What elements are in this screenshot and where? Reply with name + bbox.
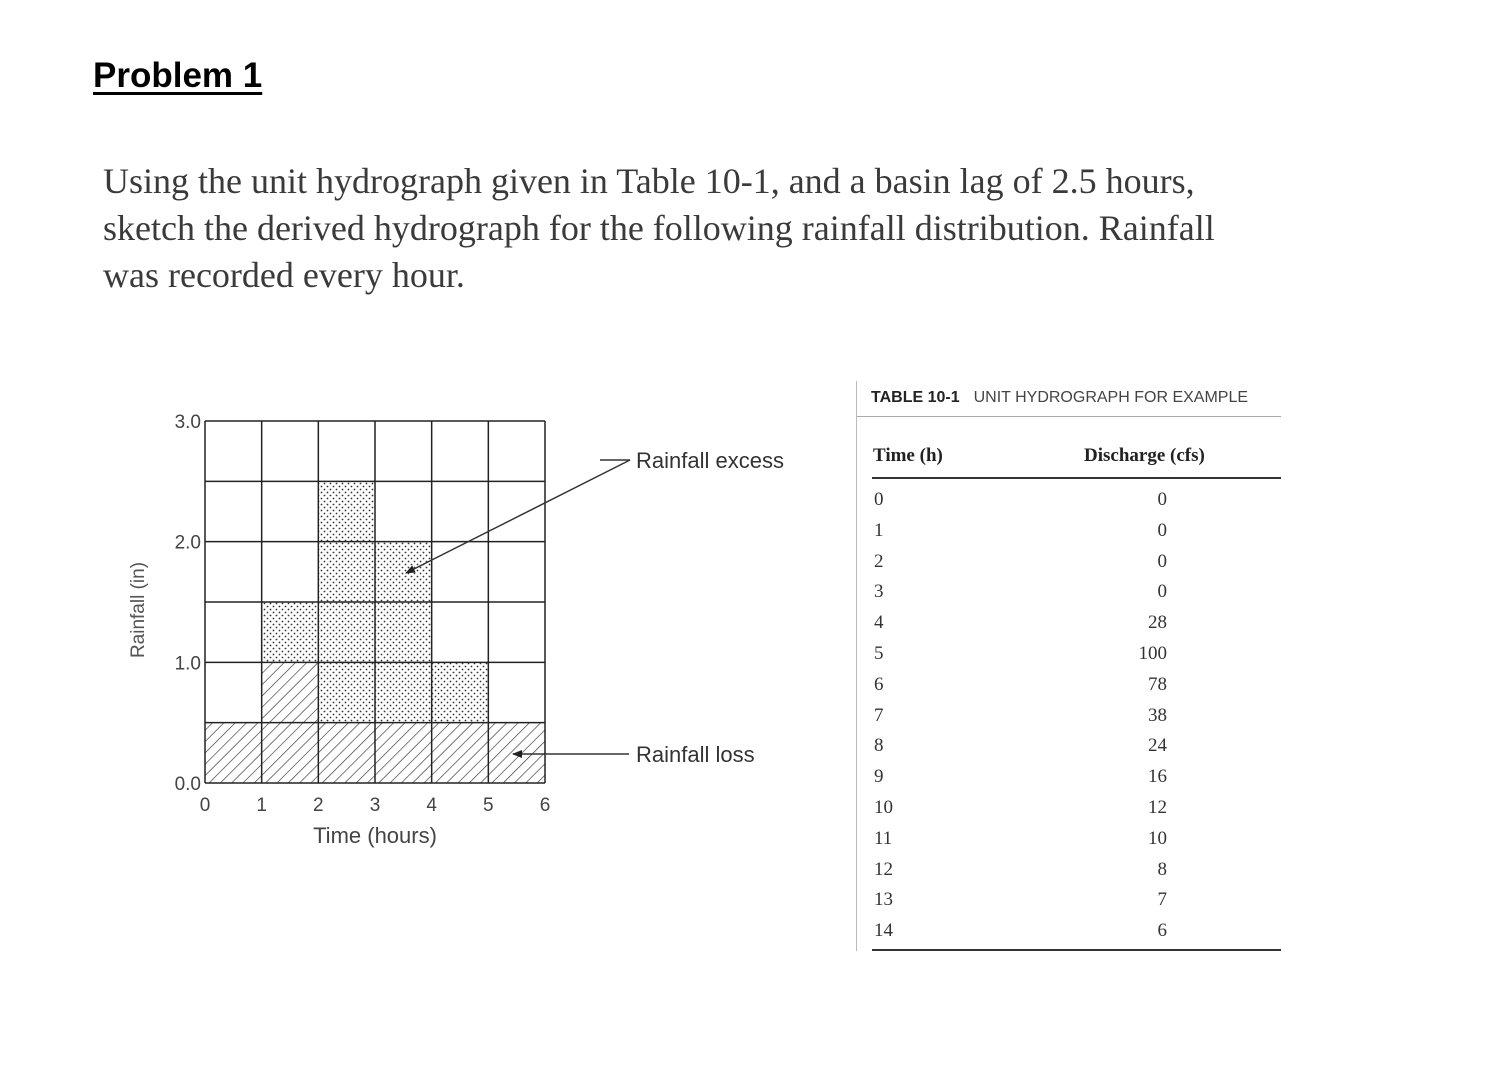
discharge-cell: 10 [1148,827,1167,849]
time-cell: 4 [874,612,884,634]
discharge-cell: 16 [1148,766,1167,788]
time-cell: 7 [874,704,884,726]
discharge-cell: 0 [1157,489,1167,510]
discharge-cell: 100 [1138,642,1167,664]
table-bottom-rule [872,949,1281,951]
discharge-cell: 78 [1148,673,1167,695]
rainfall-loss-bar [205,723,262,783]
table-row [857,577,1281,608]
time-cell: 5 [874,642,884,664]
x-tick-label: 3 [369,795,381,816]
table-row [857,670,1281,701]
problem-statement [103,158,1283,299]
discharge-cell: 24 [1148,735,1167,757]
table-row [857,731,1281,762]
rainfall-excess-bar [375,542,432,723]
caption-divider [857,416,1281,417]
excess-annotation: Rainfall excess [636,448,784,473]
table-caption-title: UNIT HYDROGRAPH FOR EXAMPLE [973,389,1249,406]
x-tick-label: 4 [426,795,437,816]
table-caption [871,389,1248,407]
table-row [857,547,1281,578]
problem-line: sketch the derived hydrograph for the following rainfall distribution. Rainfall [103,208,1215,248]
y-tick-label: 3.0 [174,412,201,433]
x-tick-label: 1 [256,795,267,816]
discharge-cell: 0 [1157,581,1167,603]
table-caption-id: TABLE 10-1 [871,389,960,406]
y-tick-label: 0.0 [174,774,201,795]
table-row [857,516,1281,547]
discharge-cell: 12 [1148,796,1167,818]
time-cell: 10 [874,796,893,818]
discharge-cell: 28 [1148,612,1167,634]
table-row [857,824,1281,855]
time-cell: 3 [874,581,884,603]
x-tick-label: 5 [483,795,494,816]
y-axis-label: Rainfall (in) [128,561,149,659]
time-cell: 11 [874,827,893,849]
rainfall-excess-bar [262,602,319,662]
time-cell: 13 [874,889,893,911]
y-tick-label: 1.0 [174,653,201,675]
x-tick-label: 2 [313,795,324,816]
table-row [857,608,1281,639]
discharge-cell: 8 [1157,858,1167,880]
time-cell: 8 [874,735,884,757]
rainfall-loss-bar [432,723,489,783]
table-row [857,855,1281,886]
table-row [857,793,1281,824]
y-tick-label: 2.0 [174,532,201,554]
time-cell: 9 [874,766,884,788]
x-axis-label: Time (hours) [313,823,437,848]
time-cell: 12 [874,858,893,880]
time-cell: 14 [874,920,893,942]
table-row [857,885,1281,916]
excess-leader-line [406,460,630,573]
discharge-cell: 6 [1157,920,1167,942]
problem-line: Using the unit hydrograph given in Table 10-1, and a basin lag of 2.5 hours, [103,161,1195,201]
discharge-cell: 0 [1157,550,1167,572]
discharge-cell: 38 [1148,704,1167,726]
table-row [857,639,1281,670]
column-header-discharge: Discharge (cfs) [1084,445,1205,466]
rainfall-hyetograph [110,395,810,855]
table-row [857,762,1281,793]
problem-heading: Problem 1 [93,56,263,95]
table-row [857,485,1281,516]
loss-annotation: Rainfall loss [636,742,755,767]
rainfall-loss-bar [375,723,432,783]
table-row [857,916,1281,947]
time-cell: 0 [874,489,884,510]
x-tick-label: 6 [539,795,551,816]
header-divider [872,477,1281,479]
discharge-cell: 7 [1157,889,1167,911]
rainfall-excess-bar [432,662,489,722]
problem-line: was recorded every hour. [103,255,465,295]
discharge-cell: 0 [1157,519,1167,541]
time-cell: 1 [874,519,884,541]
time-cell: 2 [874,550,884,572]
column-header-time: Time (h) [873,445,943,466]
table-body [857,485,1281,947]
rainfall-loss-bar [318,723,375,783]
time-cell: 6 [874,673,884,695]
unit-hydrograph-table [856,381,1281,951]
rainfall-loss-bar [488,723,545,783]
x-tick-label: 0 [199,795,211,816]
table-row [857,701,1281,732]
